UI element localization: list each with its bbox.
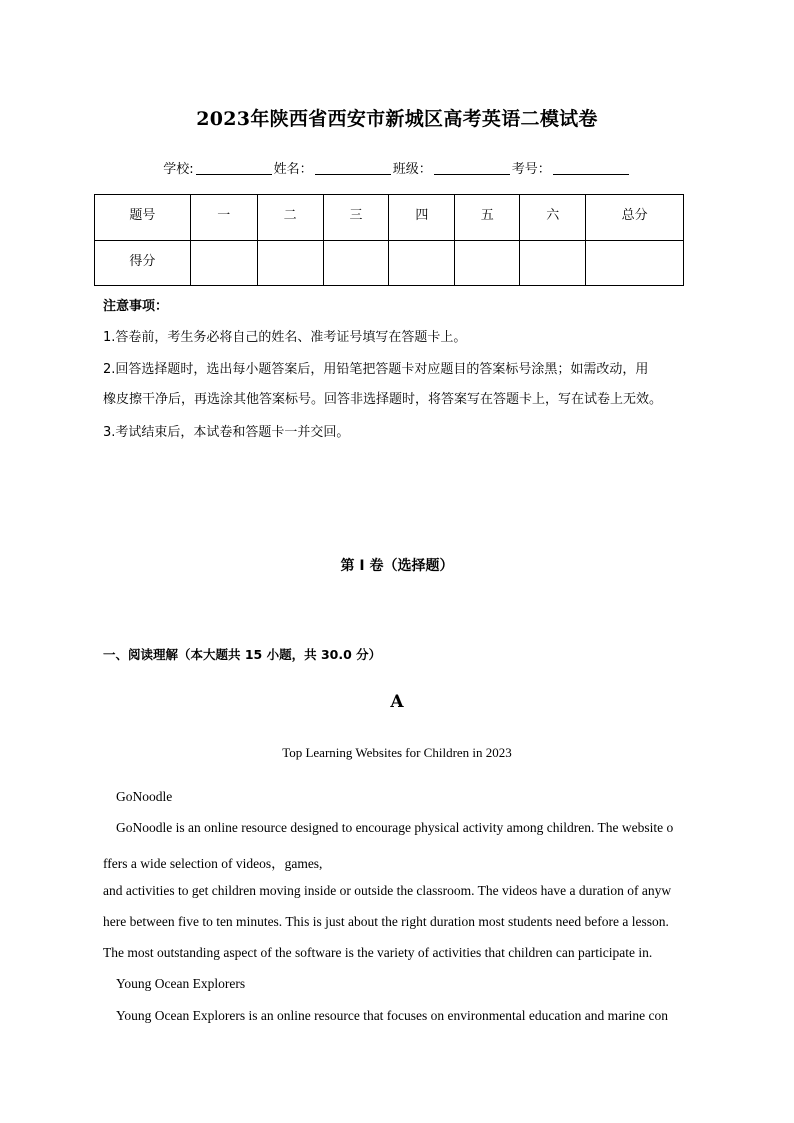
header-cell: 总分 [586,195,684,241]
header-cell: 四 [389,195,455,241]
header-cell: 五 [455,195,520,241]
note-item: 橡皮擦干净后，再选涂其他答案标号。回答非选择题时，将答案写在答题卡上，写在试卷上无效。 [103,392,663,407]
score-cell [190,240,257,286]
score-cell [520,240,586,286]
score-row-label: 得分 [95,240,191,286]
score-cell [389,240,455,286]
number-blank [553,162,629,175]
passage-line: and activities to get children moving inside or outside the classroom. The videos have a duration of anyw [103,883,672,898]
header-cell: 题号 [95,195,191,241]
class-label: 班级： [392,162,432,177]
passage-line: GoNoodle is an online resource designed to encourage physical activity among children. The website o [116,820,674,835]
score-cell [323,240,389,286]
name-label: 姓名： [273,162,313,177]
passage-line: Young Ocean Explorers is an online resource that focuses on environmental education and marine con [116,1008,668,1023]
note-item: 3.考试结束后，本试卷和答题卡一并交回。 [103,425,350,440]
passage-line: here between five to ten minutes. This is just about the right duration most students need before a lesson. [103,914,669,929]
header-cell: 二 [257,195,323,241]
header-cell: 六 [520,195,586,241]
note-item: 2.回答选择题时，选出每小题答案后，用铅笔把答题卡对应题目的答案标号涂黑；如需改动，用 [103,362,649,377]
score-cell [257,240,323,286]
passage-line: The most outstanding aspect of the software is the variety of activities that children can participate in. [103,945,653,960]
notes-title: 注意事项： [103,299,169,314]
score-table-header-row [95,195,684,241]
score-cell [586,240,684,286]
part-letter: A [390,692,404,712]
passage-title: Top Learning Websites for Children in 2023 [282,745,512,760]
part-title: 一、阅读理解（本大题共 15 小题，共 30.0 分） [103,647,382,662]
class-blank [434,162,510,175]
school-label: 学校: [163,162,194,177]
score-table [94,194,684,286]
header-cell: 一 [190,195,257,241]
exam-title: 2023年陕西省西安市新城区高考英语二模试卷 [196,108,598,130]
passage-line: Young Ocean Explorers [116,976,246,991]
name-blank [315,162,391,175]
header-cell: 三 [323,195,389,241]
note-item: 1.答卷前，考生务必将自己的姓名、准考证号填写在答题卡上。 [103,330,467,345]
section-title: 第 I 卷（选择题） [340,558,454,574]
school-blank [196,162,272,175]
number-label: 考号： [511,162,551,177]
passage-line: ffers a wide selection of videos，games, [103,856,323,871]
student-info-line [0,158,794,177]
passage-line: GoNoodle [116,789,173,804]
score-table-score-row [95,240,684,286]
score-cell [455,240,520,286]
